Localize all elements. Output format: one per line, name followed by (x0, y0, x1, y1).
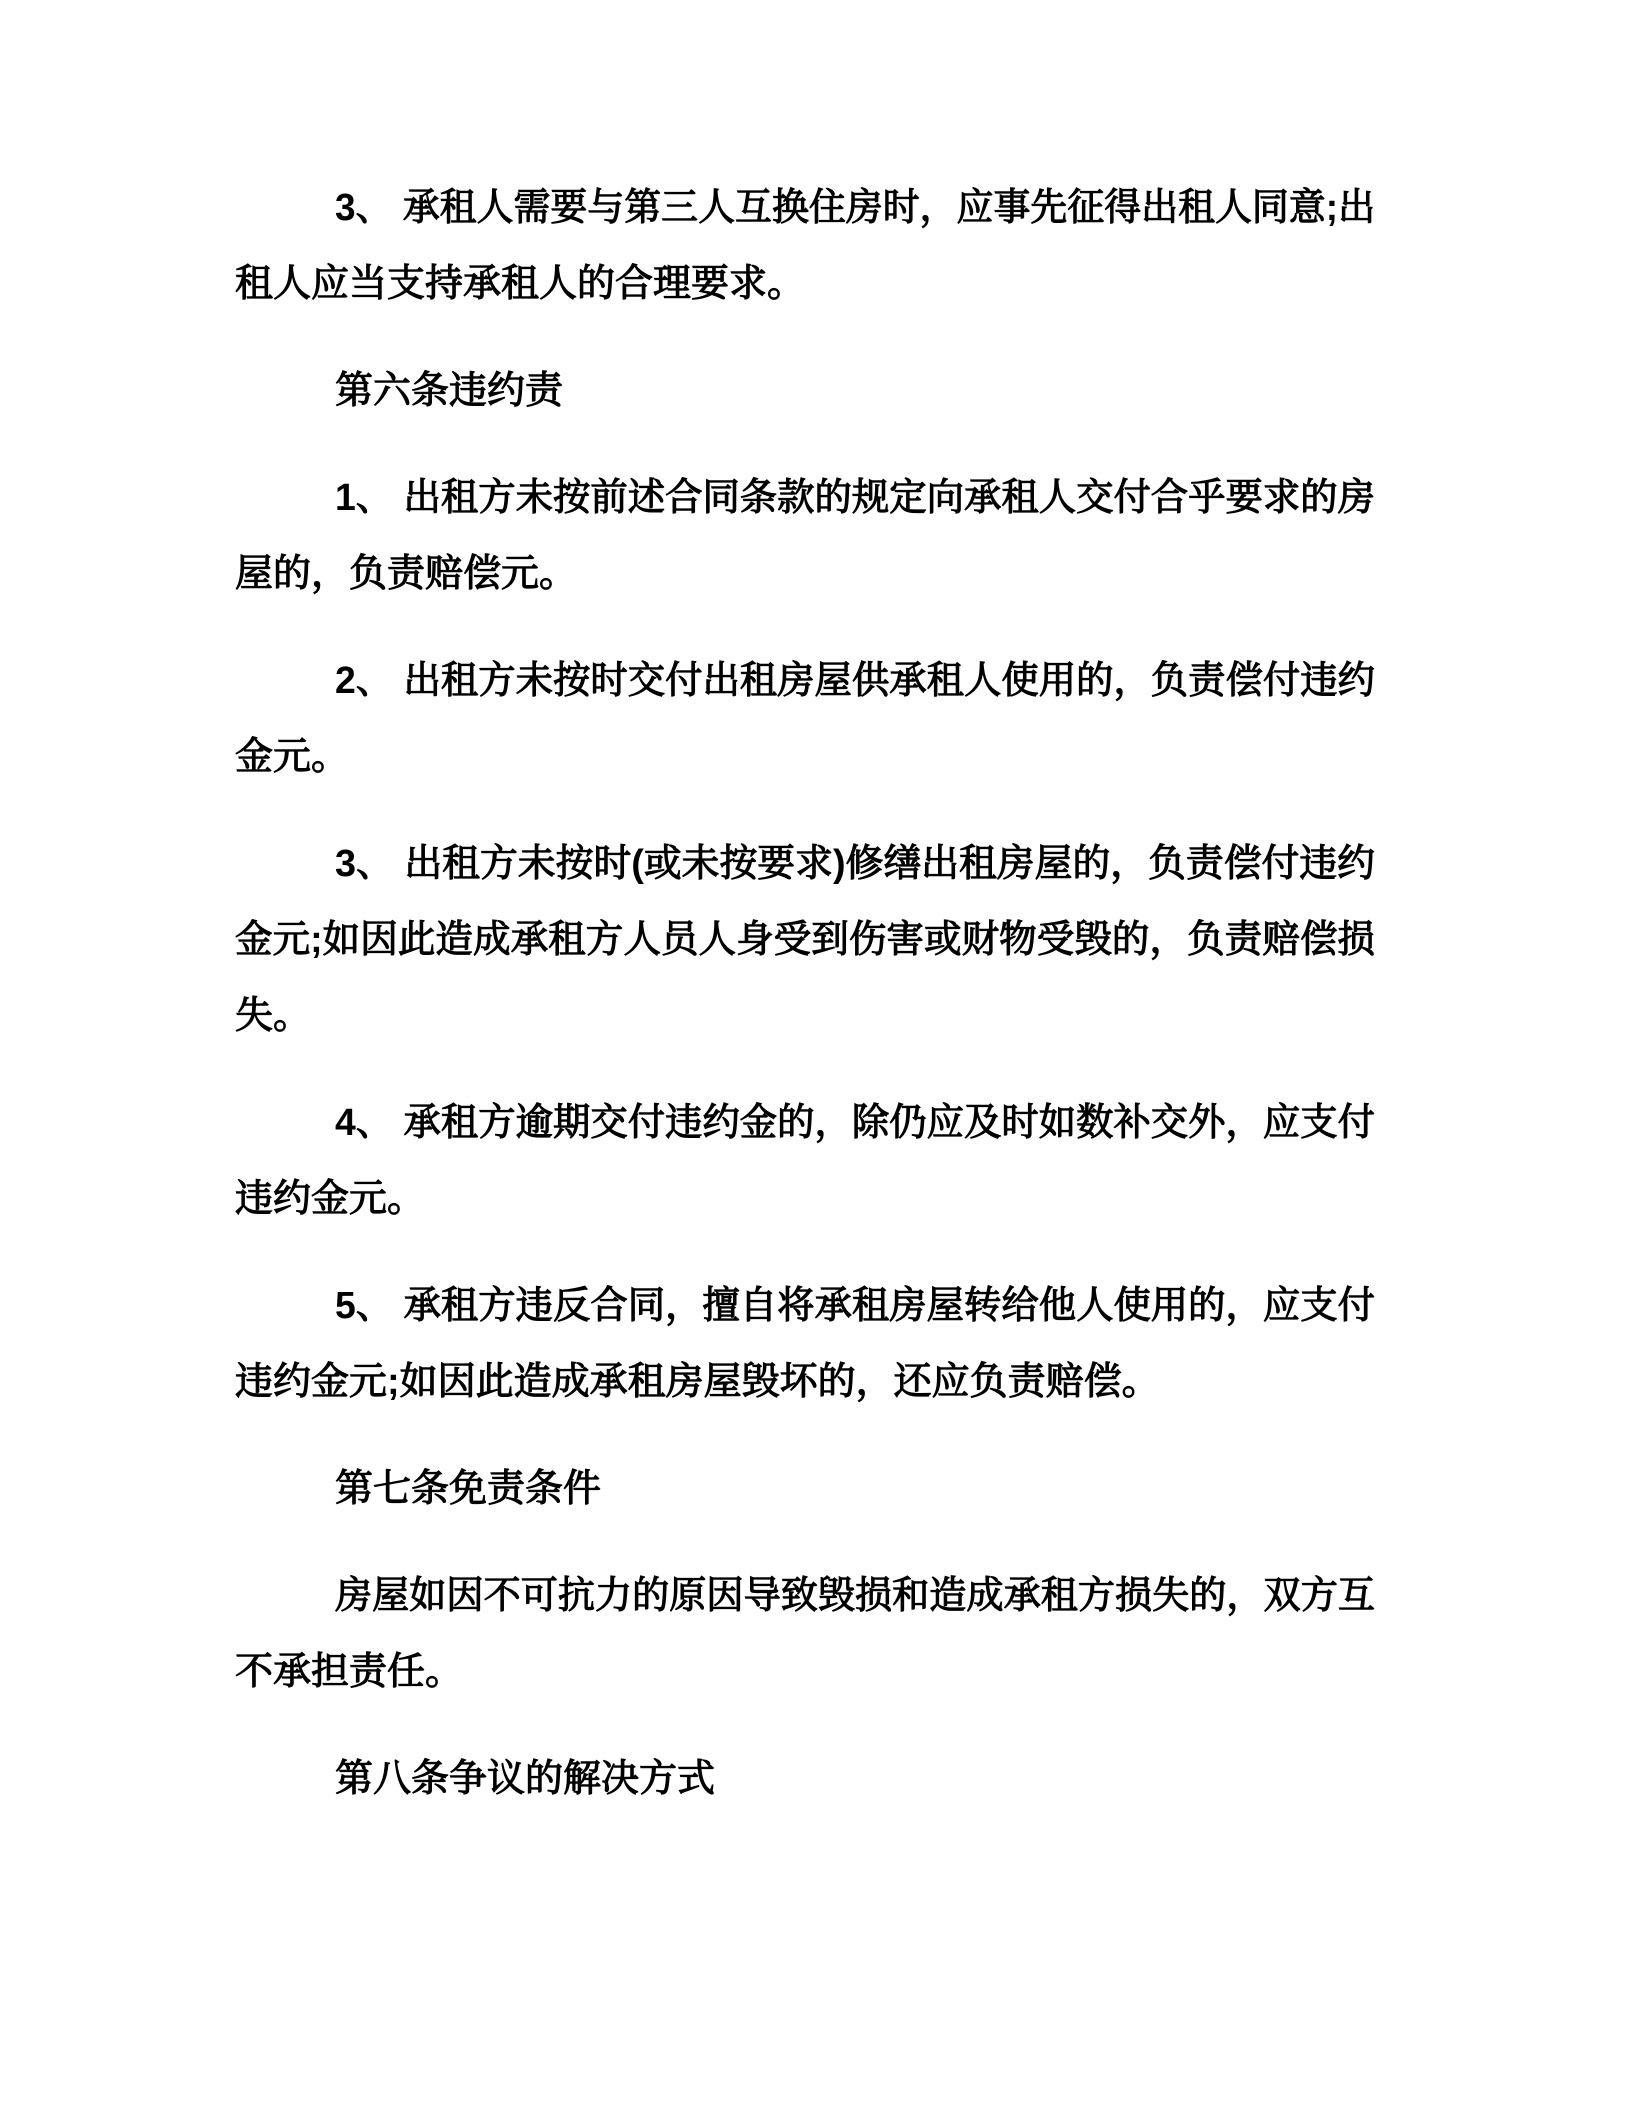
text-run: 屋的，负责赔偿元。 (235, 553, 578, 595)
text-line (235, 1268, 1375, 1344)
paragraph (235, 1268, 1375, 1420)
paragraph (235, 170, 1375, 322)
text-line (235, 246, 1375, 322)
text-run: 1、 出租方未按前述合同条款的规定向承租人交付合乎要求的房 (335, 477, 1375, 519)
text-run: 5、 承租方违反合同，擅自将承租房屋转给他人使用的，应支付 (335, 1285, 1375, 1327)
text-line (235, 643, 1375, 719)
heading-text-line (235, 1741, 1375, 1817)
text-line (235, 1161, 1375, 1237)
text-run: 金元;如因此造成承租方人员人身受到伤害或财物受毁的，负责赔偿损 (235, 919, 1375, 961)
paragraph (235, 643, 1375, 795)
text-run: 第八条争议的解决方式 (335, 1758, 716, 1800)
text-line (235, 1558, 1375, 1634)
text-line (235, 826, 1375, 902)
text-line (235, 170, 1375, 246)
text-run: 房屋如因不可抗力的原因导致毁损和造成承租方损失的，双方互 (335, 1575, 1375, 1617)
document-body (235, 170, 1375, 1817)
text-run: 失。 (235, 995, 312, 1037)
section-heading (235, 353, 1375, 429)
text-run: 3、 出租方未按时(或未按要求)修缮出租房屋的，负责偿付违约 (335, 843, 1375, 885)
heading-text-line (235, 1451, 1375, 1527)
text-run: 3、 承租人需要与第三人互换住房时，应事先征得出租人同意;出 (335, 187, 1375, 229)
section-heading (235, 1741, 1375, 1817)
paragraph (235, 1085, 1375, 1237)
text-line (235, 719, 1375, 795)
text-line (235, 1085, 1375, 1161)
text-run: 4、 承租方逾期交付违约金的，除仍应及时如数补交外，应支付 (335, 1102, 1375, 1144)
text-run: 违约金元。 (235, 1178, 426, 1220)
text-run: 金元。 (235, 736, 350, 778)
heading-text-line (235, 353, 1375, 429)
text-line (235, 978, 1375, 1054)
text-line (235, 1634, 1375, 1710)
paragraph (235, 1558, 1375, 1710)
text-run: 违约金元;如因此造成承租房屋毁坏的，还应负责赔偿。 (235, 1361, 1160, 1403)
paragraph (235, 826, 1375, 1054)
text-run: 不承担责任。 (235, 1651, 464, 1693)
text-line (235, 902, 1375, 978)
text-run: 第六条违约责 (335, 370, 564, 412)
text-run: 2、 出租方未按时交付出租房屋供承租人使用的，负责偿付违约 (335, 660, 1375, 702)
paragraph (235, 460, 1375, 612)
text-run: 租人应当支持承租人的合理要求。 (235, 263, 806, 305)
text-run: 第七条免责条件 (335, 1468, 602, 1510)
text-line (235, 536, 1375, 612)
text-line (235, 1344, 1375, 1420)
text-line (235, 460, 1375, 536)
section-heading (235, 1451, 1375, 1527)
